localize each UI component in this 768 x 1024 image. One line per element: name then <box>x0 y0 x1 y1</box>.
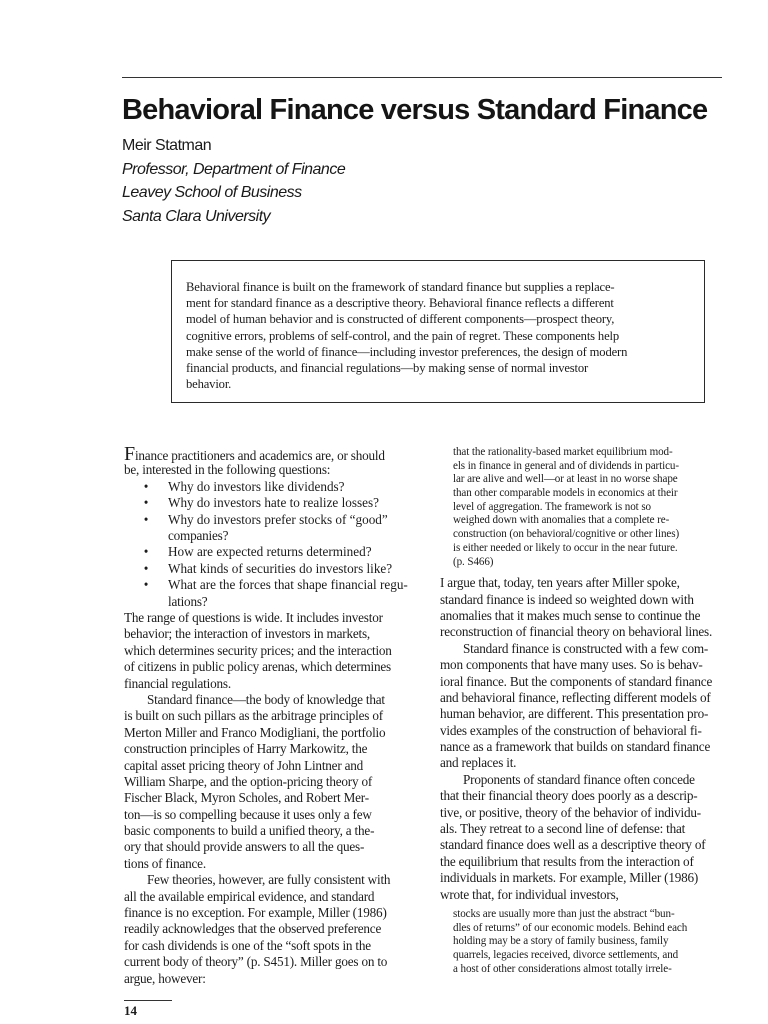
text-line: behavior; the interaction of investors in markets, <box>124 626 370 642</box>
text-line: and behavioral finance, reflecting different models of <box>440 689 711 705</box>
text-line: readily acknowledges that the observed preference <box>124 921 382 937</box>
text-line: I argue that, today, ten years after Miller spoke, <box>440 575 680 591</box>
author-name: Meir Statman <box>122 137 212 154</box>
text-line: and replaces it. <box>440 755 517 771</box>
list-item <box>124 512 412 528</box>
abstract-line: behavior. <box>186 377 232 392</box>
list-item-text: Why do investors hate to realize losses? <box>168 495 379 511</box>
text-line: current body of theory” (p. S451). Miller goes on to <box>124 954 388 970</box>
list-item-text: Why do investors like dividends? <box>168 478 345 494</box>
question-list <box>124 479 412 610</box>
text-line: mon components that have many uses. So is behav- <box>440 657 703 673</box>
list-item-text: How are expected returns determined? <box>168 544 372 560</box>
text-line: argue, however: <box>124 970 206 986</box>
text-line: als. They retreat to a second line of defense: that <box>440 821 686 837</box>
text-line: Proponents of standard finance often concede <box>463 771 695 787</box>
text-line: financial regulations. <box>124 675 231 691</box>
text-line: wrote that, for individual investors, <box>440 886 619 902</box>
quote-line: weighed down with anomalies that a complete re- <box>453 514 670 527</box>
article-title: Behavioral Finance versus Standard Finance <box>122 94 708 126</box>
list-item-text: What kinds of securities do investors like? <box>168 560 393 576</box>
right-column <box>440 446 722 976</box>
text-line: ioral finance. But the components of standard finance <box>440 673 713 689</box>
text-line: The range of questions is wide. It includes investor <box>124 610 383 625</box>
quote-line: dles of returns” of our economic models. Behind each <box>453 921 688 934</box>
text-line: is built on such pillars as the arbitrage principles of <box>124 708 383 724</box>
author-affiliation-line: Santa Clara University <box>122 207 271 225</box>
abstract-box <box>171 260 705 403</box>
text-line: vides examples of the construction of behavioral fi- <box>440 722 702 738</box>
quote-line: stocks are usually more than just the abstract “bun- <box>453 908 675 920</box>
abstract-line: ment for standard finance as a descriptive theory. Behavioral finance reflects a different <box>186 296 614 311</box>
list-item <box>124 495 412 511</box>
text-line: which determines security prices; and the interaction <box>124 642 392 658</box>
quote-line: holding may be a story of family business, family <box>453 935 669 948</box>
intro-text: inance practitioners and academics are, or should <box>134 448 385 463</box>
author-affiliation-line: Leavey School of Business <box>122 184 302 201</box>
text-line: tions of finance. <box>124 855 206 871</box>
header-rule <box>122 77 722 78</box>
paragraph <box>124 610 412 692</box>
text-line: of citizens in public policy arenas, which determines <box>124 659 391 675</box>
list-item-continuation: lations? <box>168 593 208 609</box>
text-line: that their financial theory does poorly as a descrip- <box>440 788 698 804</box>
bullet-icon: • <box>143 495 149 511</box>
text-line: for cash dividends is one of the “soft spots in the <box>124 937 371 953</box>
quote-line: construction (on behavioral/cognitive or other lines) <box>453 528 680 541</box>
quote-line: (p. S466) <box>453 555 494 568</box>
block-quote <box>440 908 722 976</box>
abstract-line: make sense of the world of finance—including investor preferences, the design of modern <box>186 344 628 359</box>
paragraph <box>440 641 722 772</box>
paragraph <box>124 692 412 872</box>
page-number: 14 <box>124 1003 137 1018</box>
block-quote <box>440 446 722 569</box>
quote-line: els in finance in general and of dividends in particu- <box>453 459 679 472</box>
list-item <box>124 479 412 495</box>
text-line: finance is no exception. For example, Miller (1986) <box>124 905 387 921</box>
text-line: ton—is so compelling because it uses only a few <box>124 806 372 822</box>
list-item <box>124 577 412 593</box>
quote-line: level of aggregation. The framework is not so <box>453 500 652 513</box>
list-item-text: Why do investors prefer stocks of “good” <box>168 511 388 527</box>
drop-cap: F <box>124 443 135 465</box>
quote-line: a host of other considerations almost totally irrele- <box>453 962 672 975</box>
bullet-icon: • <box>143 560 149 576</box>
bullet-icon: • <box>143 478 149 494</box>
paragraph <box>124 872 412 987</box>
intro-line: be, interested in the following questions: <box>124 462 331 478</box>
abstract-line: financial products, and financial regulations—by making sense of normal investor <box>186 361 589 376</box>
abstract-line: cognitive errors, problems of self-control, and the pain of regret. These components help <box>186 328 620 343</box>
list-item <box>124 544 412 560</box>
text-line: basic components to build a unified theory, a the- <box>124 823 375 839</box>
text-line: standard finance does well as a descriptive theory of <box>440 837 706 853</box>
quote-line: quarrels, legacies received, divorce settlements, and <box>453 949 679 962</box>
list-item <box>124 561 412 577</box>
text-line: Standard finance—the body of knowledge that <box>147 691 385 707</box>
paragraph <box>440 575 722 641</box>
left-column <box>124 443 412 987</box>
paragraph <box>440 772 722 903</box>
text-line: reconstruction of financial theory on behavioral lines. <box>440 624 713 640</box>
text-line: William Sharpe, and the option-pricing theory of <box>124 773 373 789</box>
text-line: Few theories, however, are fully consistent with <box>147 872 391 888</box>
list-item-continuation: companies? <box>168 528 229 543</box>
text-line: capital asset pricing theory of John Lintner and <box>124 757 364 773</box>
quote-line: is either needed or likely to occur in the near future. <box>453 541 678 554</box>
footer-rule <box>124 1000 172 1001</box>
text-line: Fischer Black, Myron Scholes, and Robert Mer- <box>124 790 369 806</box>
text-line: the equilibrium that results from the interaction of <box>440 853 694 869</box>
author-block <box>122 134 722 228</box>
text-line: anomalies that it makes much sense to continue the <box>440 607 701 623</box>
text-line: Standard finance is constructed with a few com- <box>463 640 709 656</box>
text-line: Merton Miller and Franco Modigliani, the portfolio <box>124 724 386 740</box>
intro-line <box>124 443 412 465</box>
quote-line: lar are alive and well—or at least in no worse shape <box>453 473 678 486</box>
text-line: standard finance is indeed so weighted down with <box>440 591 694 607</box>
bullet-icon: • <box>143 577 149 593</box>
text-line: nance as a framework that builds on standard finance <box>440 739 711 755</box>
abstract-line: Behavioral finance is built on the framework of standard finance but supplies a replace- <box>186 280 615 294</box>
text-line: all the available empirical evidence, and standard <box>124 888 375 904</box>
list-item-text: What are the forces that shape financial regu- <box>168 577 408 593</box>
text-line: human behavior, are different. This presentation pro- <box>440 706 709 722</box>
quote-line: than other comparable models in economics at their <box>453 487 678 500</box>
text-line: construction principles of Harry Markowitz, the <box>124 741 368 757</box>
author-affiliation-line: Professor, Department of Finance <box>122 160 346 178</box>
text-line: tive, or positive, theory of the behavior of individu- <box>440 804 701 820</box>
text-line: ory that should provide answers to all the ques- <box>124 839 365 855</box>
quote-line: that the rationality-based market equilibrium mod- <box>453 446 673 458</box>
bullet-icon: • <box>143 544 149 560</box>
text-line: individuals in markets. For example, Miller (1986) <box>440 870 699 886</box>
abstract-line: model of human behavior and is constructed of different components—prospect theory, <box>186 312 615 327</box>
bullet-icon: • <box>143 511 149 527</box>
